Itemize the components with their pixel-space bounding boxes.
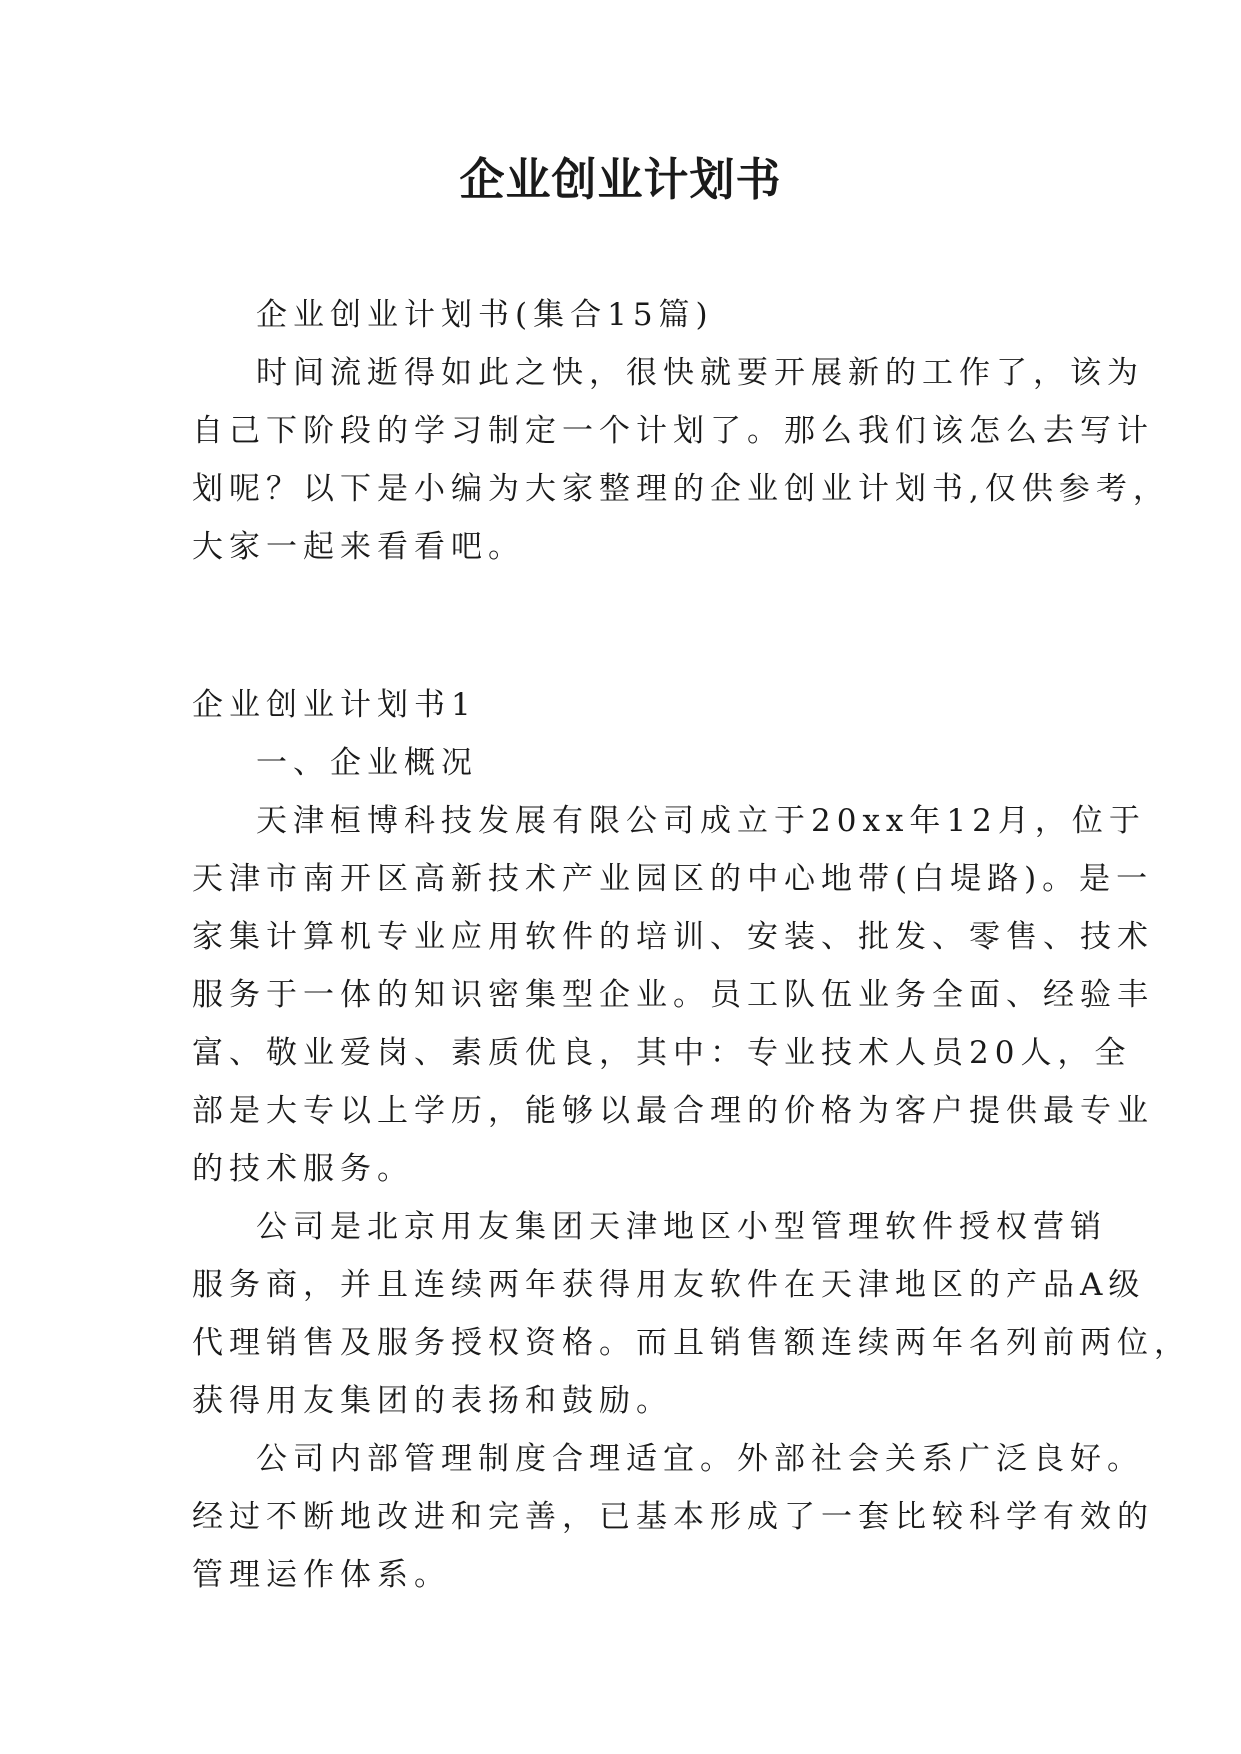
intro-line: 时间流逝得如此之快，很快就要开展新的工作了，该为 xyxy=(256,355,1144,391)
document-body xyxy=(192,286,1191,1604)
paragraph-line: 公司内部管理制度合理适宜。外部社会关系广泛良好。 xyxy=(256,1441,1144,1477)
paragraph-line: 公司是北京用友集团天津地区小型管理软件授权营销 xyxy=(256,1209,1107,1245)
paragraph-line: 代理销售及服务授权资格。而且销售额连续两年名列前两位， xyxy=(192,1325,1191,1361)
paragraph-line: 服务商，并且连续两年获得用友软件在天津地区的产品A级 xyxy=(192,1267,1146,1303)
paragraph-line: 管理运作体系。 xyxy=(192,1557,451,1593)
paragraph-line: 服务于一体的知识密集型企业。员工队伍业务全面、经验丰 xyxy=(192,977,1154,1013)
document-subtitle: 企业创业计划书(集合15篇) xyxy=(256,297,714,333)
paragraph-line: 富、敬业爱岗、素质优良，其中：专业技术人员20人，全 xyxy=(192,1035,1132,1071)
paragraph-line: 天津桓博科技发展有限公司成立于20xx年12月，位于 xyxy=(256,803,1146,839)
paragraph-line: 的技术服务。 xyxy=(192,1151,414,1187)
paragraph-line: 家集计算机专业应用软件的培训、安装、批发、零售、技术 xyxy=(192,919,1154,955)
subsection-heading: 一、企业概况 xyxy=(256,745,478,781)
paragraph-line: 获得用友集团的表扬和鼓励。 xyxy=(192,1383,673,1419)
intro-line: 自己下阶段的学习制定一个计划了。那么我们该怎么去写计 xyxy=(192,413,1154,449)
intro-line: 划呢？以下是小编为大家整理的企业创业计划书,仅供参考， xyxy=(192,471,1170,507)
paragraph-line: 经过不断地改进和完善，已基本形成了一套比较科学有效的 xyxy=(192,1499,1154,1535)
intro-line: 大家一起来看看吧。 xyxy=(192,529,525,565)
paragraph-line: 天津市南开区高新技术产业园区的中心地带(白堤路)。是一 xyxy=(192,861,1154,897)
spacer xyxy=(192,576,1050,676)
section-heading: 企业创业计划书1 xyxy=(192,687,477,723)
document-title: 企业创业计划书 xyxy=(459,153,782,206)
paragraph-line: 部是大专以上学历，能够以最合理的价格为客户提供最专业 xyxy=(192,1093,1154,1129)
